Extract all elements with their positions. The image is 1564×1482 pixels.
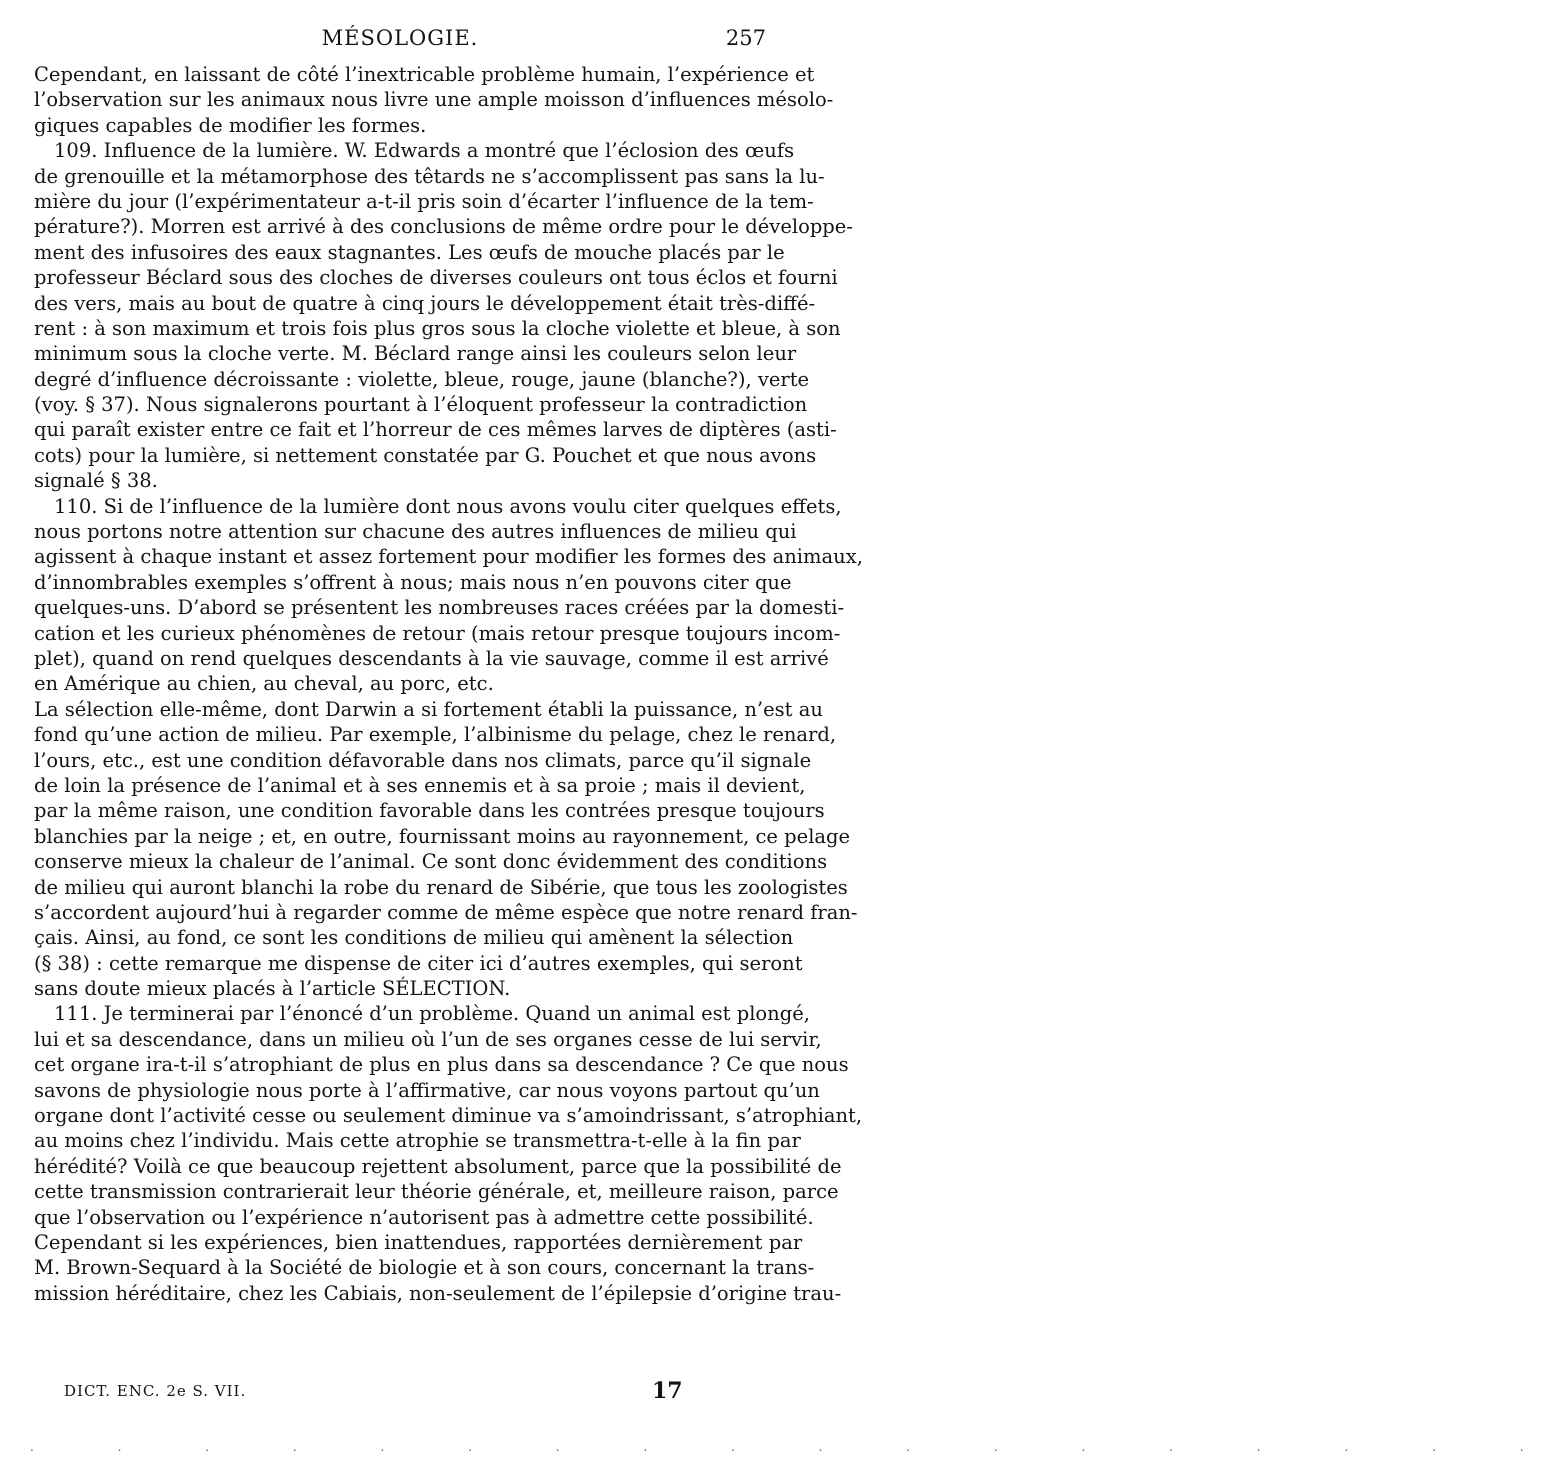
text-line: qui paraît exister entre ce fait et l’horreur de ces mêmes larves de diptères (asti- — [34, 418, 837, 442]
text-line: organe dont l’activité cesse ou seulement diminue va s’amoindrissant, s’atrophiant, — [34, 1104, 863, 1128]
text-line: Cependant si les expériences, bien inattendues, rapportées dernièrement par — [34, 1230, 803, 1254]
text-line: M. Brown-Sequard à la Société de biologie et à son cours, concernant la trans- — [34, 1256, 815, 1280]
text-line: cette transmission contrarierait leur théorie générale, et, meilleure raison, parce — [34, 1180, 839, 1204]
text-line: Cependant, en laissant de côté l’inextricable problème humain, l’expérience et — [34, 63, 815, 86]
section-heading-line: 109. Influence de la lumière. W. Edwards a montré que l’éclosion des œufs — [54, 139, 795, 163]
text-line: fond qu’une action de milieu. Par exemple, l’albinisme du pelage, chez le renard, — [34, 723, 837, 747]
text-line: l’observation sur les animaux nous livre une ample moisson d’influences mésolo- — [34, 88, 834, 112]
text-line: en Amérique au chien, au cheval, au porc, etc. — [34, 672, 494, 696]
section-heading-line: 111. Je terminerai par l’énoncé d’un problème. Quand un animal est plongé, — [54, 1002, 810, 1026]
running-title: MÉSOLOGIE. — [321, 26, 479, 50]
text-line: plet), quand on rend quelques descendants à la vie sauvage, comme il est arrivé — [34, 646, 829, 670]
text-line: cots) pour la lumière, si nettement constatée par G. Pouchet et que nous avons — [34, 443, 817, 467]
text-line: giques capables de modifier les formes. — [34, 113, 427, 137]
text-line: (§ 38) : cette remarque me dispense de citer ici d’autres exemples, qui seront — [34, 951, 803, 975]
printer-signature: DICT. ENC. 2e S. VII. — [64, 1382, 247, 1400]
text-line: minimum sous la cloche verte. M. Béclard range ainsi les couleurs selon leur — [34, 342, 797, 366]
text-line: s’accordent aujourd’hui à regarder comme de même espèce que notre renard fran- — [34, 900, 858, 924]
text-line: degré d’influence décroissante : violette, bleue, rouge, jaune (blanche?), verte — [34, 367, 810, 391]
text-line: cet organe ira-t-il s’atrophiant de plus en plus dans sa descendance ? Ce que nous — [34, 1053, 849, 1077]
text-line: pérature?). Morren est arrivé à des conclusions de même ordre pour le développe- — [34, 215, 853, 239]
text-line: de milieu qui auront blanchi la robe du renard de Sibérie, que tous les zoologistes — [34, 875, 848, 899]
text-line: que l’observation ou l’expérience n’autorisent pas à admettre cette possibilité. — [34, 1205, 814, 1229]
text-line: blanchies par la neige ; et, en outre, fournissant moins au rayonnement, ce pelage — [34, 824, 851, 848]
text-line: de loin la présence de l’animal et à ses ennemis et à sa proie ; mais il devient, — [34, 773, 806, 797]
section-heading-line: 110. Si de l’influence de la lumière dont nous avons voulu citer quelques effets, — [54, 494, 842, 518]
text-line: çais. Ainsi, au fond, ce sont les conditions de milieu qui amènent la sélection — [34, 926, 794, 950]
text-line: de grenouille et la métamorphose des têtards ne s’accomplissent pas sans la lu- — [34, 164, 825, 188]
text-line: (voy. § 37). Nous signalerons pourtant à l’éloquent professeur la contradiction — [34, 393, 808, 417]
text-line: mière du jour (l’expérimentateur a-t-il pris soin d’écarter l’influence de la tem- — [34, 189, 814, 213]
text-line: lui et sa descendance, dans un milieu où l’un de ses organes cesse de lui servir, — [34, 1027, 822, 1051]
page-header — [34, 24, 766, 54]
text-line: sans doute mieux placés à l’article SÉLECTION. — [34, 977, 511, 1001]
page-number: 257 — [725, 26, 766, 50]
text-line: hérédité? Voilà ce que beaucoup rejettent absolument, parce que la possibilité de — [34, 1154, 842, 1178]
text-line: agissent à chaque instant et assez fortement pour modifier les formes des animaux, — [34, 545, 863, 569]
text-line: des vers, mais au bout de quatre à cinq jours le développement était très-diffé- — [34, 291, 816, 315]
text-line: d’innombrables exemples s’offrent à nous; mais nous n’en pouvons citer que — [34, 570, 792, 594]
sheet-number: 17 — [652, 1378, 683, 1404]
text-line: conserve mieux la chaleur de l’animal. Ce sont donc évidemment des conditions — [34, 850, 828, 874]
page-footer — [64, 1378, 764, 1412]
text-line: quelques-uns. D’abord se présentent les nombreuses races créées par la domesti- — [34, 596, 845, 620]
text-line: professeur Béclard sous des cloches de diverses couleurs ont tous éclos et fourni — [34, 266, 838, 290]
text-line: savons de physiologie nous porte à l’affirmative, car nous voyons partout qu’un — [34, 1078, 820, 1102]
text-line: au moins chez l’individu. Mais cette atrophie se transmettra-t-elle à la fin par — [34, 1129, 801, 1153]
text-line: La sélection elle-même, dont Darwin a si fortement établi la puissance, n’est au — [34, 697, 823, 721]
text-line: signalé § 38. — [34, 469, 158, 493]
body-text — [34, 62, 863, 1306]
text-line: mission héréditaire, chez les Cabiais, non-seulement de l’épilepsie d’origine trau- — [34, 1281, 842, 1305]
text-line: rent : à son maximum et trois fois plus gros sous la cloche violette et bleue, à son — [34, 316, 841, 340]
text-line: par la même raison, une condition favorable dans les contrées presque toujours — [34, 799, 825, 823]
text-line: ment des infusoires des eaux stagnantes. Les œufs de mouche placés par le — [34, 240, 785, 264]
text-line: l’ours, etc., est une condition défavorable dans nos climats, parce qu’il signale — [34, 748, 812, 772]
text-line: cation et les curieux phénomènes de retour (mais retour presque toujours incom- — [34, 621, 841, 645]
dotted-rule: . . . . . . . . . . . . . . . . . . — [30, 1440, 1564, 1454]
text-line: nous portons notre attention sur chacune des autres influences de milieu qui — [34, 520, 797, 544]
